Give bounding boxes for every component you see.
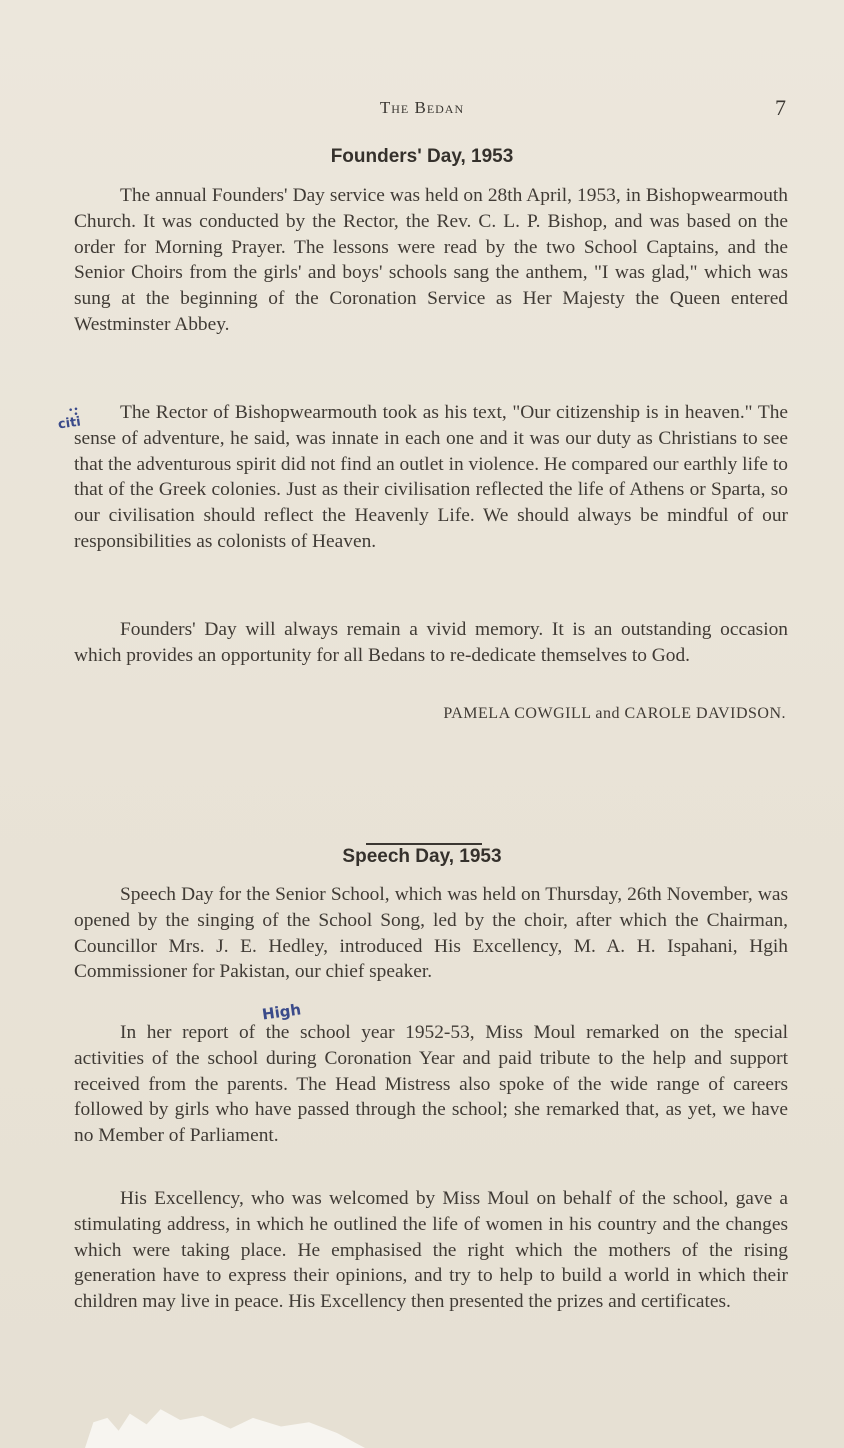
running-title: The Bedan: [379, 98, 465, 117]
founders-day-paragraph-3: Founders' Day will always remain a vivid memory. It is an outstanding occasion which provides an opportunity for all Bedans to re-dedicate themselves to God.: [74, 619, 788, 666]
handwritten-margin-mark: ·:: [68, 402, 79, 419]
handwritten-correction: High: [260, 1000, 303, 1024]
section-divider: [366, 843, 482, 845]
handwritten-margin-note: citi: [57, 414, 82, 433]
page-header: [0, 95, 844, 128]
speech-day-title: Speech Day, 1953: [342, 846, 502, 867]
speech-day-paragraph-1: Speech Day for the Senior School, which was held on Thursday, 26th November, was opened by the singing of the School Song, led by the choir, after which the Chairman, Councillor Mrs. J. E. Hedley, introduced His Excellency, M. A. H. Ispahani, Hgih Commissioner for Pakistan, our chief speaker.: [74, 884, 788, 983]
speech-day-paragraph-3: His Excellency, who was welcomed by Miss Moul on behalf of the school, gave a stimulating address, in which he outlined the life of women in his country and the changes which were taking place. He emphasised the right which the mothers of the rising generation have to express their opinions, and try to help to build a world in which their children may live in peace. His Excellency then presented the prizes and certificates.: [74, 1188, 788, 1313]
founders-day-signature: PAMELA COWGILL and CAROLE DAVIDSON.: [443, 705, 786, 722]
founders-day-title: Founders' Day, 1953: [330, 146, 514, 167]
torn-paper-scrap: [85, 1405, 365, 1448]
speech-day-paragraph-2: In her report of the school year 1952-53, Miss Moul remarked on the special activities of the school during Coronation Year and paid tribute to the help and support received from the parents. The Head Mistress also spoke of the wide range of careers followed by girls who have passed through the school; she remarked that, as yet, we have no Member of Parliament.: [74, 1022, 788, 1147]
founders-day-paragraph-1: The annual Founders' Day service was held on 28th April, 1953, in Bishopwearmouth Church. It was conducted by the Rector, the Rev. C. L. P. Bishop, and was based on the order for Morning Prayer. The lessons were read by the two School Captains, and the Senior Choirs from the girls' and boys' schools sang the anthem, "I was glad," which was sung at the beginning of the Coronation Service as Her Majesty the Queen entered Westminster Abbey.: [74, 185, 788, 335]
page-number: 7: [775, 95, 786, 120]
founders-day-paragraph-2: The Rector of Bishopwearmouth took as his text, "Our citizenship is in heaven." The sense of adventure, he said, was innate in each one and it was our duty as Christians to see that the adventurous spirit did not find an outlet in violence. He compared our earthly life to that of the Greek colonies. Just as their civilisation reflected the life of Athens or Sparta, so our civilisation should reflect the Heavenly Life. We should always be mindful of our responsibilities as colonists of Heaven.: [74, 402, 788, 552]
